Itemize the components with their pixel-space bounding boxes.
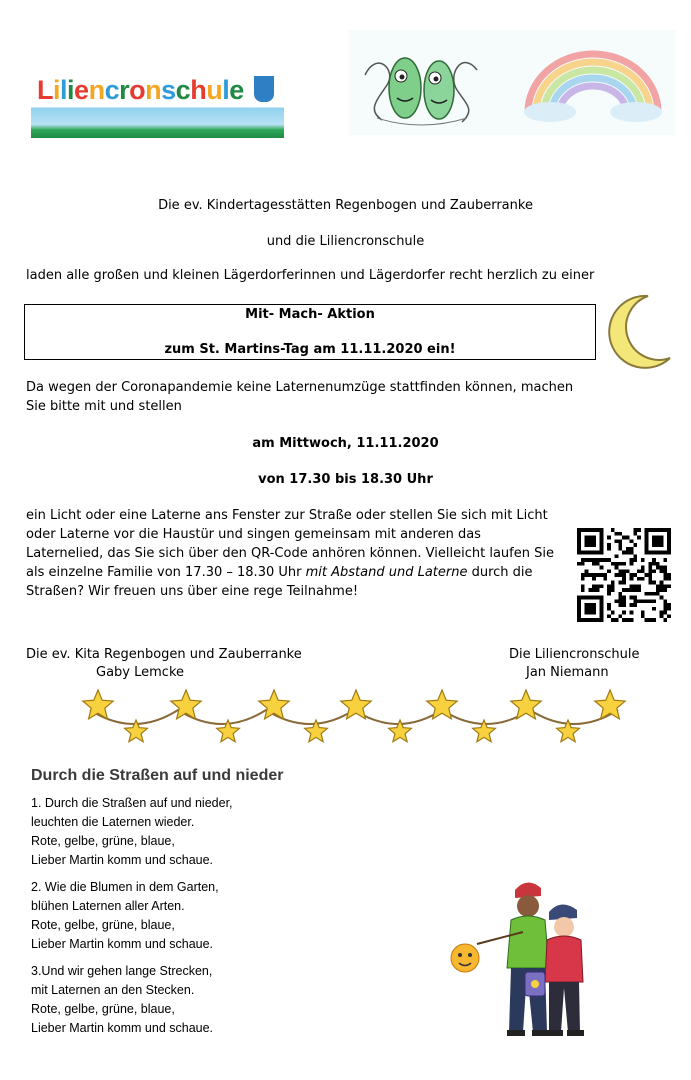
qr-code[interactable] [577,528,671,622]
school-logo [31,70,284,138]
song-verse-line: leuchten die Laternen wieder. [31,815,195,829]
song-verse-line: Rote, gelbe, grüne, blaue, [31,1002,175,1016]
song-title: Durch die Straßen auf und nieder [31,767,284,784]
signature-left-org: Die ev. Kita Regenbogen und Zauberranke [26,647,302,662]
school-logo-text: Liliencronschule [37,75,244,105]
star-icon [427,690,457,719]
action-date-line: zum St. Martins-Tag am 11.11.2020 ein! [164,342,456,357]
intro-line-3: laden alle großen und kleinen Lägerdorferinnen und Lägerdorfer recht herzlich zu einer [26,268,595,283]
details-text-a: ein Licht oder eine Laterne ans Fenster zur Straße oder stellen Sie sich mit Licht oder Laterne vor die Haustür und singen gemeinsam mit anderen das Laternelied, das Sie sich über den QR-Code anhören können. Vielleicht laufen Sie als einzelne Familie von 17.30 – 18.30 Uhr [26,508,554,580]
event-time: von 17.30 bis 18.30 Uhr [258,472,433,487]
song-verse-line: Rote, gelbe, grüne, blaue, [31,918,175,932]
regenbogen-logo [520,42,666,122]
song-verse-line: 1. Durch die Straßen auf und nieder, [31,796,233,810]
intro-line-1: Die ev. Kindertagesstätten Regenbogen und Zauberranke [158,198,533,213]
action-title: Mit- Mach- Aktion [245,307,375,322]
zauberranke-logo [357,40,485,130]
event-date: am Mittwoch, 11.11.2020 [252,436,439,451]
school-crest-icon [252,74,276,104]
song-verse-line: Lieber Martin komm und schaue. [31,853,214,867]
song-verse-line: 3.Und wir gehen lange Strecken, [31,964,213,978]
paragraph-corona: Da wegen der Coronapandemie keine Laternenumzüge stattfinden können, machen Sie bitte mit und stellen [26,380,574,414]
moon-icon [600,292,675,372]
song-verse-line: Lieber Martin komm und schaue. [31,1021,214,1035]
intro-line-2: und die Liliencronschule [266,234,425,249]
details-text-italic: mit Abstand und Laterne [305,565,468,580]
song-verse-line: mit Laternen an den Stecken. [31,983,195,997]
paragraph-details [26,506,561,601]
song-verse-line: Lieber Martin komm und schaue. [31,937,214,951]
song-verse-line: 2. Wie die Blumen in dem Garten, [31,880,219,894]
signature-right-org: Die Liliencronschule [509,647,640,662]
signature-left-name: Gaby Lemcke [96,665,185,680]
signature-right-name: Jan Niemann [526,665,609,680]
action-box [24,304,596,360]
children-with-lanterns [437,872,599,1050]
song-verse-line: blühen Laternen aller Arten. [31,899,185,913]
song-verse-line: Rote, gelbe, grüne, blaue, [31,834,175,848]
details-text-b: durch die Straßen? Wir freuen uns über eine rege Teilnahme! [26,565,533,599]
star-garland [80,686,632,748]
